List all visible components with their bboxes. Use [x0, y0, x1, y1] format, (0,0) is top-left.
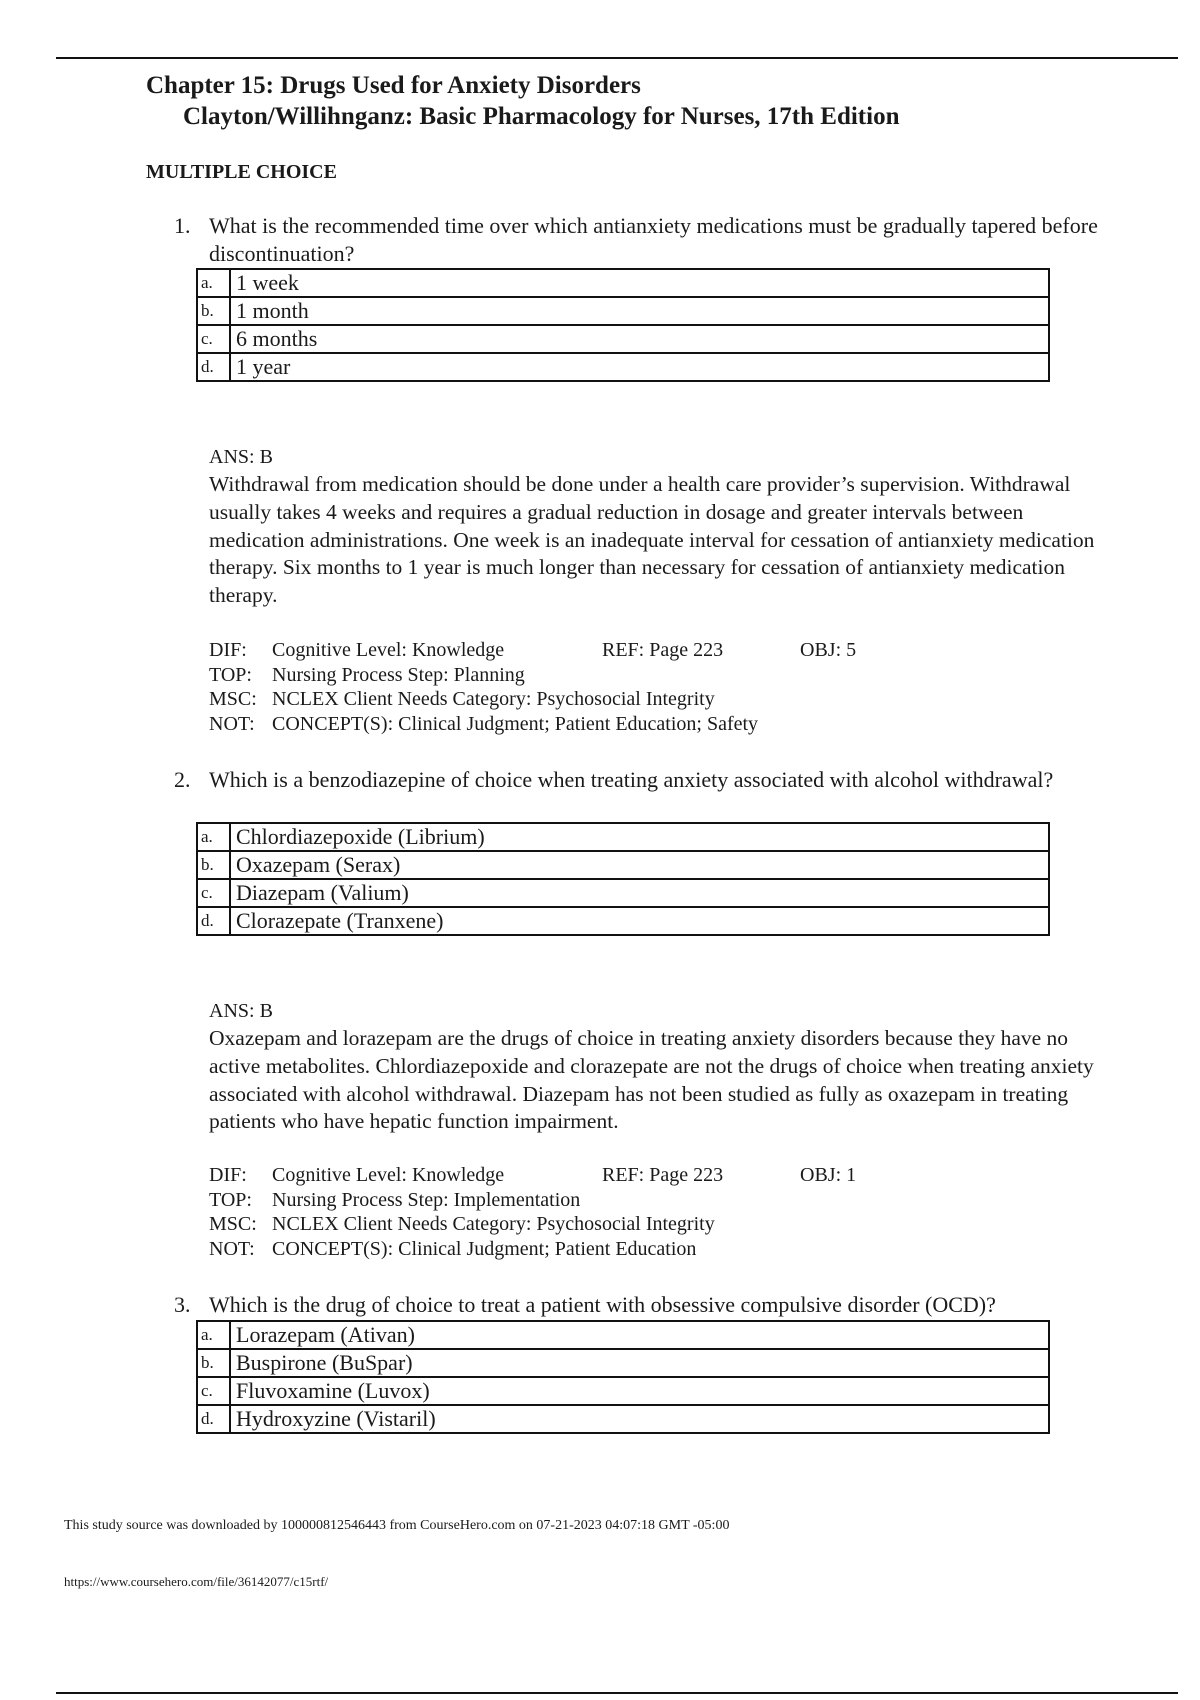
top-label: TOP:	[209, 1188, 252, 1211]
reference: REF: Page 223	[602, 1164, 724, 1186]
choices-table-1	[196, 268, 1050, 382]
choice-row[interactable]	[197, 325, 1049, 353]
choice-text: 6 months	[230, 325, 1049, 353]
answer-1: ANS: B	[209, 446, 273, 468]
choice-text: Diazepam (Valium)	[230, 879, 1049, 907]
choices-table-2	[196, 822, 1050, 936]
choice-text: Chlordiazepoxide (Librium)	[230, 823, 1049, 851]
choice-row[interactable]	[197, 1349, 1049, 1377]
choice-text: Lorazepam (Ativan)	[230, 1321, 1049, 1349]
choice-row[interactable]	[197, 907, 1049, 935]
difficulty: Cognitive Level: Knowledge	[272, 639, 505, 661]
section-heading: MULTIPLE CHOICE	[146, 161, 337, 183]
choice-letter: a.	[197, 1321, 230, 1349]
rationale-2: Oxazepam and lorazepam are the drugs of choice in treating anxiety disorders because they have no active metabolites. Chlordiazepoxide and clorazepate are not the drugs of choice when treating anxiety associated with alcohol withdrawal. Diazepam has not been studied as fully as oxazepam in treating patients who have hepatic function impairment.	[209, 1026, 1094, 1134]
notes: CONCEPT(S): Clinical Judgment; Patient Education; Safety	[272, 712, 759, 735]
choice-text: 1 week	[230, 269, 1049, 297]
dif-label: DIF:	[209, 1164, 247, 1186]
choice-row[interactable]	[197, 1321, 1049, 1349]
choice-text: Clorazepate (Tranxene)	[230, 907, 1049, 935]
choice-letter: c.	[197, 1377, 230, 1405]
choice-letter: a.	[197, 269, 230, 297]
answer-2: ANS: B	[209, 1000, 273, 1022]
not-label: NOT:	[209, 1237, 255, 1260]
topic: Nursing Process Step: Implementation	[272, 1188, 581, 1211]
misc: NCLEX Client Needs Category: Psychosocial Integrity	[272, 688, 715, 710]
notes: CONCEPT(S): Clinical Judgment; Patient Education	[272, 1237, 697, 1260]
question-text: What is the recommended time over which antianxiety medications must be gradually tapered before discontinuation?	[209, 213, 1098, 266]
reference: REF: Page 223	[602, 639, 724, 661]
question-text: Which is the drug of choice to treat a patient with obsessive compulsive disorder (OCD)?	[209, 1292, 996, 1317]
bottom-rule	[56, 1692, 1178, 1694]
choice-row[interactable]	[197, 879, 1049, 907]
top-label: TOP:	[209, 663, 252, 686]
msc-label: MSC:	[209, 1213, 257, 1235]
chapter-title: Chapter 15: Drugs Used for Anxiety Disorders	[146, 72, 641, 99]
question-text: Which is a benzodiazepine of choice when treating anxiety associated with alcohol withdrawal?	[209, 767, 1054, 792]
choice-row[interactable]	[197, 269, 1049, 297]
choice-text: Buspirone (BuSpar)	[230, 1349, 1049, 1377]
msc-label: MSC:	[209, 688, 257, 710]
choice-letter: d.	[197, 353, 230, 381]
choice-row[interactable]	[197, 297, 1049, 325]
question-number: 2.	[174, 767, 191, 792]
choice-letter: a.	[197, 823, 230, 851]
choice-text: 1 month	[230, 297, 1049, 325]
choice-text: Oxazepam (Serax)	[230, 851, 1049, 879]
dif-label: DIF:	[209, 639, 247, 661]
choice-row[interactable]	[197, 1377, 1049, 1405]
misc: NCLEX Client Needs Category: Psychosocial Integrity	[272, 1213, 715, 1235]
choice-row[interactable]	[197, 1405, 1049, 1433]
choice-letter: b.	[197, 1349, 230, 1377]
rationale-1: Withdrawal from medication should be done under a health care provider’s supervision. Withdrawal usually takes 4 weeks and requires a gradual reduction in dosage and greater intervals between medication administrations. One week is an inadequate interval for cessation of antianxiety medication therapy. Six months to 1 year is much longer than necessary for cessation of antianxiety medication therapy.	[209, 472, 1095, 608]
choice-letter: d.	[197, 907, 230, 935]
not-label: NOT:	[209, 712, 255, 735]
download-note: This study source was downloaded by 100000812546443 from CourseHero.com on 07-21-2023 04:07:18 GMT -05:00	[64, 1518, 730, 1533]
objective: OBJ: 1	[800, 1164, 857, 1186]
choice-row[interactable]	[197, 851, 1049, 879]
topic: Nursing Process Step: Planning	[272, 663, 525, 686]
source-url[interactable]: https://www.coursehero.com/file/36142077/c15rtf/	[64, 1574, 329, 1589]
choice-letter: d.	[197, 1405, 230, 1433]
question-number: 3.	[174, 1292, 191, 1317]
question-number: 1.	[174, 213, 191, 238]
choice-text: 1 year	[230, 353, 1049, 381]
choice-row[interactable]	[197, 353, 1049, 381]
top-rule	[56, 57, 1178, 59]
choice-letter: b.	[197, 297, 230, 325]
book-title: Clayton/Willihnganz: Basic Pharmacology for Nurses, 17th Edition	[183, 103, 900, 130]
difficulty: Cognitive Level: Knowledge	[272, 1164, 505, 1186]
choice-letter: c.	[197, 325, 230, 353]
choice-row[interactable]	[197, 823, 1049, 851]
choice-letter: c.	[197, 879, 230, 907]
choice-letter: b.	[197, 851, 230, 879]
choice-text: Fluvoxamine (Luvox)	[230, 1377, 1049, 1405]
objective: OBJ: 5	[800, 639, 857, 661]
choices-table-3	[196, 1320, 1050, 1434]
choice-text: Hydroxyzine (Vistaril)	[230, 1405, 1049, 1433]
